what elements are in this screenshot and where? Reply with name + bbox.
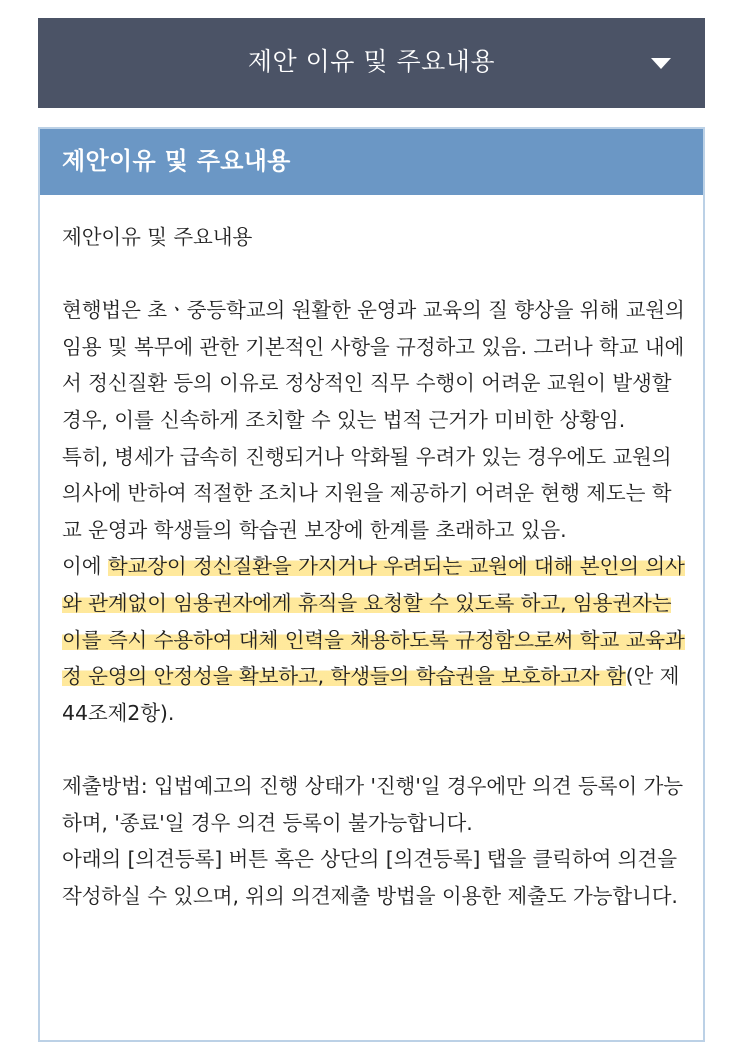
caret-down-icon[interactable]: [651, 58, 671, 69]
proposal-prefix: 이에: [62, 554, 108, 579]
panel-header: 제안이유 및 주요내용: [40, 129, 703, 195]
intro-title: 제안이유 및 주요내용: [62, 225, 253, 249]
highlighted-text: 학교장이 정신질환을 가지거나 우려되는 교원에 대해 본인의 의사와 관계없이 임용권자에게 휴직을 요청할 수 있도록 하고, 임용권자는 이를 즉시 수용하여 대체 인력을 채용하도록 규정함으로써 학교 교육과정 운영의 안정성을 확보하고, 학생들의 학습권을 보호하고자 함: [62, 554, 685, 689]
accordion-title: 제안 이유 및 주요내용: [247, 47, 496, 76]
proposal-suffix: (안 제44조제2항).: [62, 664, 680, 725]
spacer: [62, 731, 687, 768]
accordion-toggle[interactable]: [38, 18, 705, 108]
submission-info: 제출방법: 입법예고의 진행 상태가 '진행'일 경우에만 의견 등록이 가능하며, '종료'일 경우 의견 등록이 불가능합니다.: [62, 773, 683, 835]
paragraph-problem: 특히, 병세가 급속히 진행되거나 악화될 우려가 있는 경우에도 교원의 의사에 반하여 적절한 조치나 지원을 제공하기 어려운 현행 제도는 학교 운영과 학생들의 학습권 보장에 한계를 초래하고 있음.: [62, 444, 672, 542]
submission-help: 아래의 [의견등록] 버튼 혹은 상단의 [의견등록] 탭을 클릭하여 의견을 작성하실 수 있으며, 위의 의견제출 방법을 이용한 제출도 가능합니다.: [62, 847, 678, 908]
paragraph-proposal: [62, 548, 687, 731]
paragraph-current-law: 현행법은 초ㆍ중등학교의 원활한 운영과 교육의 질 향상을 위해 교원의 임용 및 복무에 관한 기본적인 사항을 규정하고 있음. 그러나 학교 내에서 정신질환 등의 이유로 정상적인 직무 수행이 어려운 교원이 발생할 경우, 이를 신속하게 조치할 수 있는 법적 근거가 미비한 상황임.: [62, 298, 685, 432]
panel-body: [40, 195, 703, 914]
spacer: [62, 256, 687, 293]
content-panel: [38, 127, 705, 1042]
